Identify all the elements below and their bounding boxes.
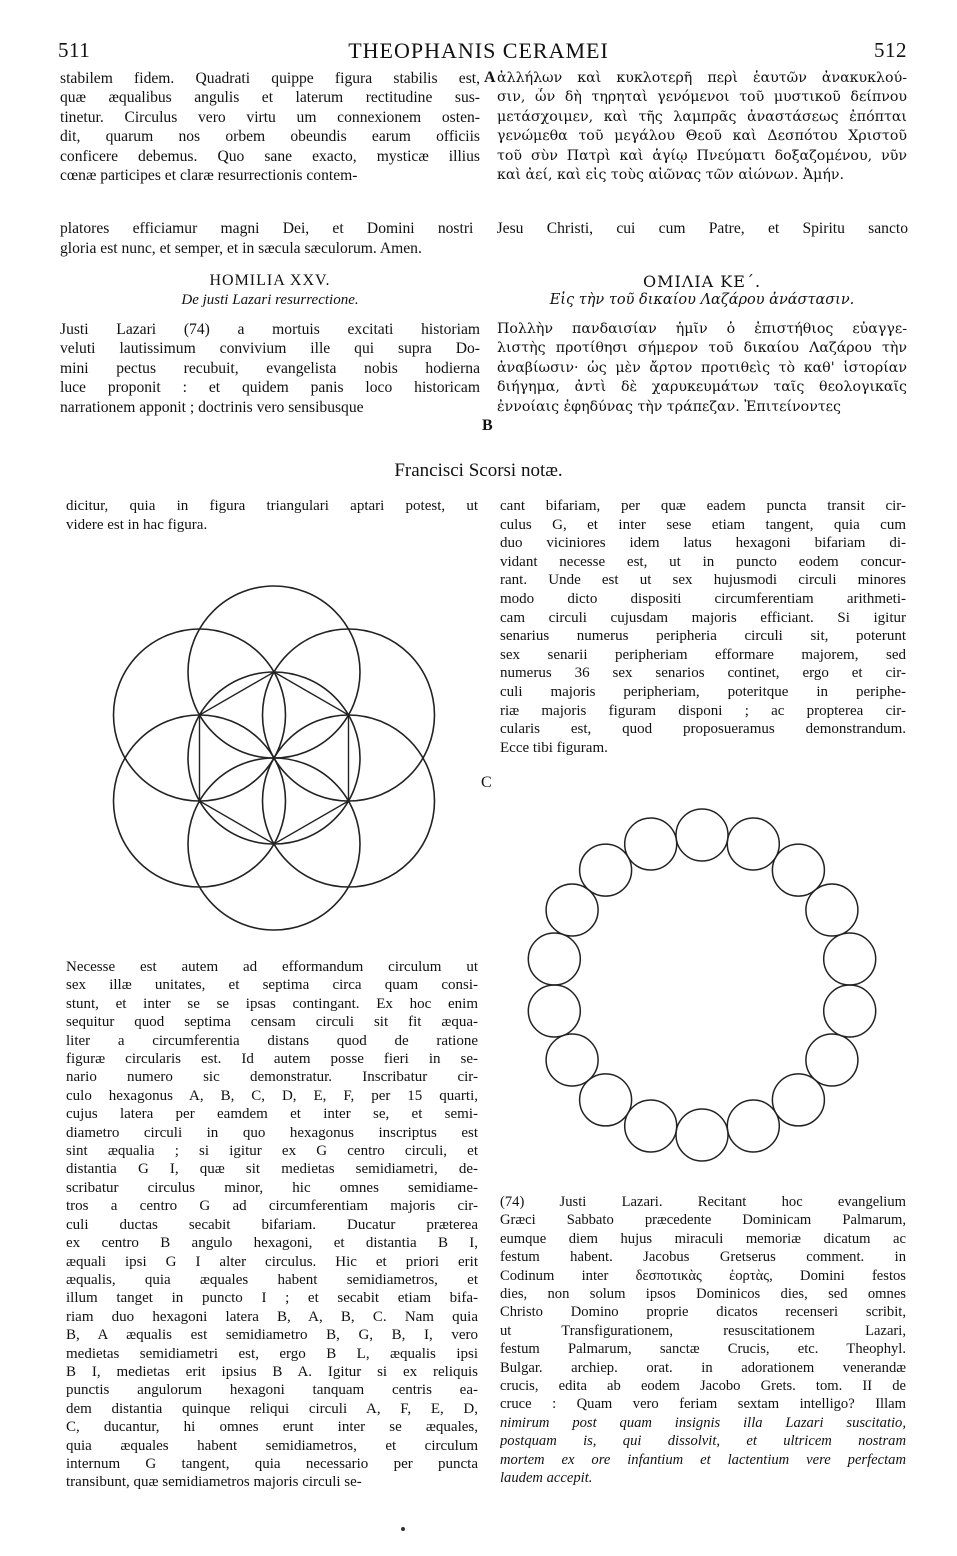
text-line: veluti lautissimum convivium ille qui supra Do-	[60, 340, 480, 358]
full-width-line-2: gloria est nunc, et semper, et in sæcula sæculorum. Amen.	[60, 240, 422, 257]
text-line: riæ majoris figuram disponi ; ac propterea cir-	[500, 702, 906, 719]
text-line: B I, medietas erit ipsius B A. Igitur si ex reliquis	[66, 1363, 478, 1380]
text-line: ex centro B angulo hexagoni, et distantia B I,	[66, 1235, 478, 1252]
text-line: Πολλὴν πανδαισίαν ἡμῖν ὁ ἐπιστήθιος εὐαγγε-	[497, 321, 907, 337]
text-line: B, A æqualis est semidiametro B, G, B, I, vero	[66, 1327, 478, 1344]
text-line: γενώμεθα τοῦ μεγάλου Θεοῦ καὶ Δεσπότου Χριστοῦ	[497, 128, 907, 145]
footnote-line: dies, non solum ipsos Dominicos dies, sed omnes	[500, 1286, 906, 1303]
footnote-line: festum Palmarum, sanctæ Crucis, etc. Theophyl.	[500, 1341, 906, 1358]
text-line: culo hexagonus A, B, C, D, E, F, per 15 quarti,	[66, 1087, 478, 1104]
margin-mark-a: A	[484, 69, 496, 86]
text-line: æquali ipsi G I alter circulus. Hic et priori erit	[66, 1253, 478, 1270]
text-line: punctis angulorum hexagoni tanquam centris ea-	[66, 1382, 478, 1399]
footnote-line: (74) Justi Lazari. Recitant hoc evangelium	[500, 1194, 906, 1210]
text-line: τοῦ σὺν Πατρὶ καὶ ἁγίῳ Πνεύματι δοξαζομένου, νῦν	[497, 147, 907, 164]
text-line: stabilem fidem. Quadrati quippe figura stabilis est,	[60, 70, 480, 87]
homily-latin-subtitle: De justi Lazari resurrectione.	[181, 292, 359, 308]
homily-latin-text	[60, 320, 480, 417]
footnote-line: Græci Sabbato præcedente Dominicam Palmarum,	[500, 1212, 906, 1229]
hexagon-circles-figure	[96, 568, 452, 948]
text-line: vidant necesse est, ut in puncto eodem concur-	[500, 553, 906, 570]
text-line: videre est in hac figura.	[66, 516, 208, 533]
footnote-line: nimirum post quam insignis illa Lazari suscitatio,	[500, 1414, 906, 1431]
text-line: numerus 36 sex senarios continet, ergo et cir-	[500, 665, 906, 682]
ring-circle	[824, 985, 876, 1037]
text-line: culi majoris peripheriam, poteritque in periphe-	[500, 683, 906, 700]
text-line: ἐννοίαις ἐφηδύνας τὴν τράπεζαν. Ἐπιτείνοντες	[497, 398, 841, 415]
text-line: internum G tangent, quia necessario per puncta	[66, 1455, 478, 1472]
footnote-line: laudem accepit.	[500, 1470, 593, 1487]
text-line: sex senarii peripheriam efformare majorem, sed	[500, 646, 906, 663]
text-line: λιστὴς προτίθησι σήμερον τοῦ δικαίου Λαζάρου τὴν	[497, 340, 907, 357]
full-width-line-1: platores efficiamur magni Dei, et Domini nostri Jesu Christi, cui cum Patre, et Spiritu sancto	[60, 220, 908, 237]
text-line: nario numero sic demonstratur. Inscribatur cir-	[66, 1069, 478, 1086]
text-line: tinetur. Circulus vero virtu um connexionem osten-	[60, 108, 480, 126]
ring-circle	[528, 933, 580, 985]
footnote-line: festum habent. Jacobus Gretserus comment. in	[500, 1249, 906, 1266]
ring-circle	[546, 1034, 598, 1086]
ring-circle	[727, 818, 779, 870]
top-latin-column	[60, 69, 480, 185]
text-line: quia æquales habent semidiametros, et circulum	[66, 1437, 478, 1454]
notes-heading: Francisci Scorsi notæ.	[394, 460, 563, 481]
text-line: æqualis, quia æquales habent semidiametros, et	[66, 1271, 478, 1288]
page-number-left: 511	[58, 38, 91, 62]
text-line: sequitur quod septima censam circuli sit fit æqua-	[66, 1014, 478, 1031]
footnote-line: crucis, edita ab eodem Jacobo Grets. tom. II de	[500, 1378, 906, 1395]
notes-left-bottom	[66, 958, 478, 1492]
ring-circle	[806, 884, 858, 936]
ring-of-circles-figure	[505, 790, 900, 1180]
text-line: riam duo hexagoni latera B, A, B, C. Nam quia	[66, 1308, 478, 1325]
text-line: sex illæ unitates, et septima circa quam consi-	[66, 977, 478, 994]
text-line: scribatur circulus minor, hic omnes semidiame-	[66, 1179, 478, 1196]
footnote-line: postquam is, qui dissolvit, et ultricem nostram	[500, 1433, 906, 1450]
text-line: C, ducantur, hi omnes erunt inter se æquales,	[66, 1419, 478, 1436]
text-line: quæ æqualibus angulis et laterum rectitudine sus-	[60, 89, 480, 107]
text-line: medietas semidiametri est, ergo B L, æqualis ipsi	[66, 1345, 478, 1362]
text-line: Justi Lazari (74) a mortuis excitati historiam	[60, 321, 480, 338]
text-line: mini pectus recubuit, evangelista nobis hodierna	[60, 359, 480, 377]
footnote-74	[500, 1193, 906, 1488]
text-line: figuræ circularis est. Id autem posse fieri in se-	[66, 1051, 478, 1068]
margin-mark-c: C	[481, 774, 492, 791]
ring-circle	[676, 1109, 728, 1161]
text-line: sint æqualia ; si igitur ex G centro circuli, et	[66, 1143, 478, 1160]
homily-latin-title: HOMILIA XXV.	[209, 272, 331, 289]
ring-circle	[528, 985, 580, 1037]
footnote-line: mortem ex ore infantium et lactentium vere perfectam	[500, 1451, 906, 1468]
text-line: distantia G I, quæ sit medietas semidiametri, de-	[66, 1161, 478, 1178]
text-line: ἀναβίωσιν· ὡς μὲν ἄρτον προτιθεὶς τὸ καθ' ἱστορίαν	[497, 359, 907, 376]
running-title: THEOPHANIS CERAMEI	[348, 38, 609, 63]
homily-greek-subtitle: Εἰς τὴν τοῦ δικαίου Λαζάρου ἀνάστασιν.	[549, 292, 855, 308]
text-line: διήγημα, ἀντὶ δὲ χαρυκευμάτων ταῖς θεολογικαῖς	[497, 379, 907, 396]
text-line: cularis est, quod proposueramus demonstrandum.	[500, 721, 906, 738]
text-line: illum tanget in puncto I ; et secabit etiam bifa-	[66, 1290, 478, 1307]
text-line: dicitur, quia in figura triangulari aptari potest, ut	[66, 498, 478, 514]
homily-greek-title: ΟΜΙΛΙΑ ΚΕ΄.	[642, 272, 762, 291]
text-line: transibunt, quæ semidiametros majoris circuli se-	[66, 1474, 362, 1491]
ring-circle	[676, 809, 728, 861]
text-line: cœnæ participes et claræ resurrectionis contem-	[60, 167, 358, 185]
text-line: luce proponit : et quidem panis loco historicam	[60, 379, 480, 397]
text-line: stunt, et inter se se ipsas contingant. Ex hoc enim	[66, 995, 478, 1012]
text-line: καὶ ἀεί, καὶ εἰς τοὺς αἰῶνας τῶν αἰώνων. Ἀμήν.	[497, 167, 844, 184]
page-number-right: 512	[874, 38, 907, 62]
text-line: dem distantia quinque reliqui circuli A, F, E, D,	[66, 1400, 478, 1417]
text-line: tros a centro G ad circumferentiam majoris cir-	[66, 1198, 478, 1215]
text-line: culi ductas secabit bifariam. Ducatur præterea	[66, 1216, 478, 1233]
margin-mark-b: B	[482, 417, 493, 434]
text-line: σιν, ὧν δὴ τηρηταὶ γενόμενοι τοῦ μυστικοῦ δείπνου	[497, 89, 907, 106]
text-line: narrationem apponit ; doctrinis vero sensibusque	[60, 398, 364, 416]
ring-circle	[824, 933, 876, 985]
ink-speck	[401, 1527, 405, 1531]
text-line: cujus latera per eamdem et inter se, et semi-	[66, 1106, 478, 1123]
notes-left-top	[66, 497, 478, 534]
homily-greek-text	[497, 320, 907, 417]
text-line: senarius numerus peripheria circuli sit, poterunt	[500, 628, 906, 645]
ring-circle	[625, 1100, 677, 1152]
footnote-line: Codinum inter δεσποτικὰς ἑορτὰς, Domini festos	[500, 1267, 906, 1284]
footnote-line: Bulgar. archiep. orat. in adorationem venerandæ	[500, 1359, 906, 1376]
ring-circle	[625, 818, 677, 870]
footnote-line: eumque diem hujus miraculi memoriæ dicatum ac	[500, 1230, 906, 1247]
text-line: liter a circumferentia distans quod de ratione	[66, 1032, 478, 1049]
footnote-line: cruce : Quam vero feriam sextam intelligo? Illam	[500, 1396, 906, 1413]
text-line: culus G, et inter sese etiam tangent, quia cum	[500, 516, 906, 533]
top-greek-column	[497, 69, 907, 185]
footnote-line: ut Transfigurationem, resuscitationem Lazari,	[500, 1322, 906, 1339]
ring-circle	[727, 1100, 779, 1152]
text-line: cant bifariam, per quæ eadem puncta transit cir-	[500, 498, 906, 514]
text-line: duo viciniores idem latus hexagoni bifariam di-	[500, 535, 906, 552]
text-line: Necesse est autem ad efformandum circulum ut	[66, 959, 478, 975]
text-line: ἀλλήλων καὶ κυκλοτερῆ περὶ ἑαυτῶν ἀνακυκλού-	[497, 70, 907, 86]
text-line: conficere debemus. Quo sane exacto, mysticæ illius	[60, 147, 480, 165]
text-line: dit, quarum nos orbem obeundis earum officiis	[60, 128, 480, 146]
text-line: diametro circuli in quo hexagonus inscriptus est	[66, 1124, 478, 1141]
text-line: rant. Unde est ut sex hujusmodi circuli minores	[500, 572, 906, 589]
text-line: modo dicto dispositi circumferentiam arithmeti-	[500, 590, 906, 607]
text-line: Ecce tibi figuram.	[500, 739, 608, 756]
notes-right-top	[500, 497, 906, 757]
text-line: μετάσχοιμεν, καὶ τῆς λαμπρᾶς ἀναστάσεως ἐπόπται	[497, 108, 907, 125]
ring-circle	[772, 1074, 824, 1126]
footnote-line: Christo Domino proprie dicatos recenseri scribit,	[500, 1304, 906, 1321]
ring-circle	[580, 844, 632, 896]
text-line: cam circuli cujusdam majoris efficiant. Si igitur	[500, 609, 906, 626]
